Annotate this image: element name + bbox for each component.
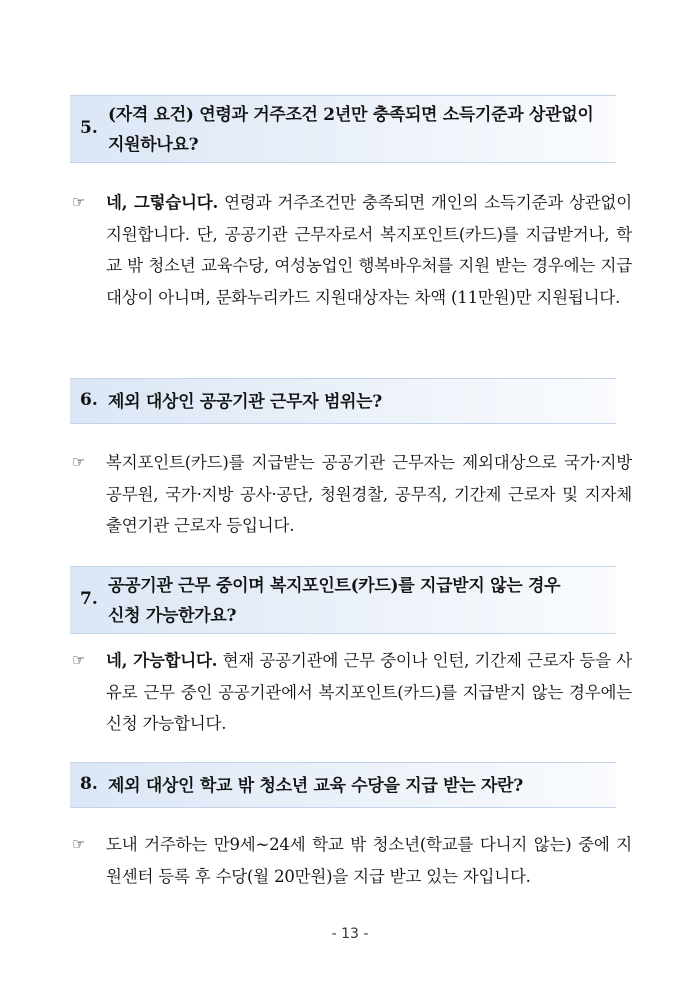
question-box-5 (70, 95, 616, 163)
answer-5 (72, 187, 632, 313)
pointing-hand-icon: ☞ (72, 453, 86, 471)
question-number: 8. (80, 774, 98, 794)
question-number: 5. (80, 118, 98, 138)
answer-7 (72, 645, 632, 740)
answer-lead: 네, 가능합니다. (106, 651, 218, 670)
page-number: - 13 - (331, 926, 369, 942)
answer-text: 복지포인트(카드)를 지급받는 공공기관 근무자는 제외대상으로 국가·지방 공무원, 국가·지방 공사·공단, 청원경찰, 공무직, 기간제 근로자 및 지자체 출연기관 근로자 등입니다. (106, 453, 632, 535)
pointing-hand-icon: ☞ (72, 835, 86, 853)
question-number: 7. (80, 589, 98, 609)
question-text: 제외 대상인 학교 밖 청소년 교육 수당을 지급 받는 자란? (108, 776, 523, 796)
answer-text: 도내 거주하는 만9세~24세 학교 밖 청소년(학교를 다니지 않는) 중에 지원센터 등록 후 수당(월 20만원)을 지급 받고 있는 자입니다. (106, 835, 632, 886)
question-number: 6. (80, 390, 98, 410)
pointing-hand-icon: ☞ (72, 651, 86, 669)
question-box-6 (70, 378, 616, 424)
pointing-hand-icon: ☞ (72, 193, 86, 211)
question-text: (자격 요건) 연령과 거주조건 2년만 충족되면 소득기준과 상관없이 지원하나요? (108, 105, 594, 155)
question-text: 제외 대상인 공공기관 근무자 범위는? (108, 392, 382, 412)
answer-lead: 네, 그렇습니다. (106, 193, 219, 212)
answer-text: 현재 공공기관에 근무 중이나 인턴, 기간제 근로자 등을 사유로 근무 중인 공공기관에서 복지포인트(카드)를 지급받지 않는 경우에는 신청 가능합니다. (106, 651, 632, 733)
answer-text: 연령과 거주조건만 충족되면 개인의 소득기준과 상관없이 지원합니다. 단, 공공기관 근무자로서 복지포인트(카드)를 지급받거나, 학교 밖 청소년 교육수당, 여성농업인 행복바우처를 지원 받는 경우에는 지급대상이 아니며, 문화누리카드 지원대상자는 차액 (11만원)만 지원됩니다. (106, 193, 632, 307)
question-box-7 (70, 566, 616, 634)
answer-6 (72, 447, 632, 542)
question-box-8 (70, 762, 616, 808)
answer-8 (72, 829, 632, 892)
question-text: 공공기관 근무 중이며 복지포인트(카드)를 지급받지 않는 경우 신청 가능한가요? (108, 576, 561, 626)
